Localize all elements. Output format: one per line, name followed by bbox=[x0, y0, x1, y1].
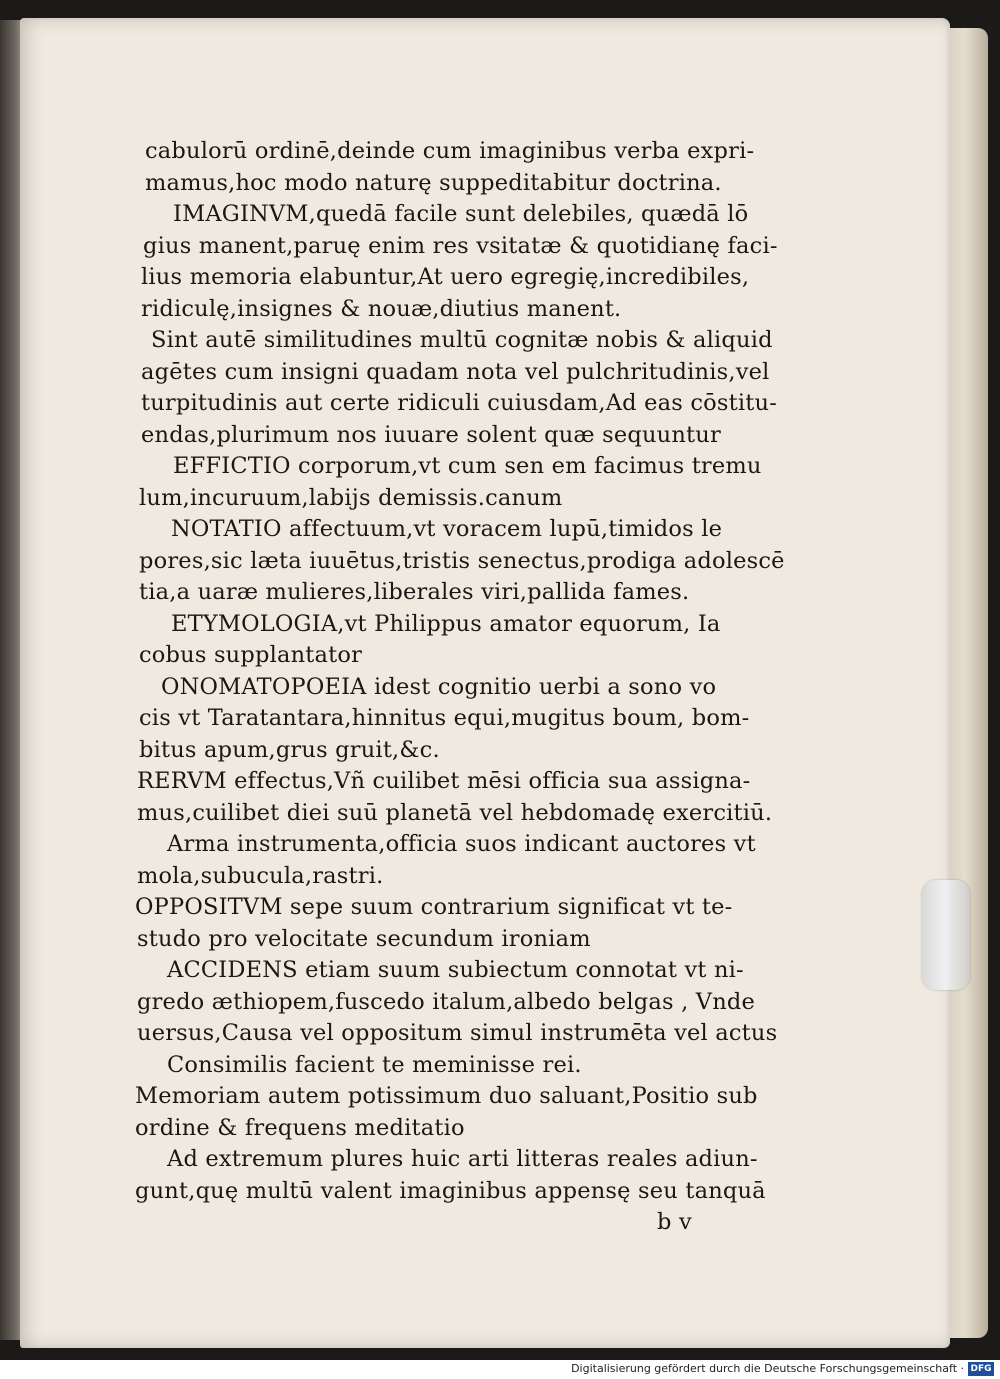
text-line: NOTATIO affectuum,vt voracem lupū,timidos le bbox=[171, 516, 723, 542]
text-line: ordine & frequens meditatio bbox=[135, 1114, 465, 1141]
footer-credit: Digitalisierung gefördert durch die Deutsche Forschungsgemeinschaft · bbox=[571, 1362, 964, 1375]
text-line: endas,plurimum nos iuuare solent quæ sequuntur bbox=[141, 421, 721, 448]
book-page bbox=[20, 18, 950, 1348]
text-line: cobus supplantator bbox=[139, 642, 363, 668]
text-line: lum,incuruum,labijs demissis.canum bbox=[139, 484, 563, 511]
signature-mark: b v bbox=[657, 1209, 692, 1235]
page-text bbox=[135, 136, 815, 1239]
text-line: studo pro velocitate secundum ironiam bbox=[137, 925, 591, 952]
text-line: gredo æthiopem,fuscedo italum,albedo belgas , Vnde bbox=[137, 988, 756, 1015]
text-line: gunt,quę multū valent imaginibus appensę seu tanquā bbox=[135, 1177, 766, 1204]
text-line: Sint autē similitudines multū cognitæ nobis & aliquid bbox=[151, 327, 773, 353]
text-line: IMAGINVM,quedā facile sunt delebiles, quædā lō bbox=[173, 201, 749, 227]
page-clip-tab bbox=[922, 880, 970, 990]
text-line: ONOMATOPOEIA idest cognitio uerbi a sono vo bbox=[161, 673, 717, 700]
footer-bar bbox=[0, 1360, 1000, 1379]
text-line: RERVM effectus,Vñ cuilibet mēsi officia sua assigna- bbox=[137, 768, 751, 794]
text-line: ETYMOLOGIA,vt Philippus amator equorum, Ia bbox=[171, 610, 721, 637]
text-line: Arma instrumenta,officia suos indicant auctores vt bbox=[167, 831, 756, 857]
text-line: mus,cuilibet diei suū planetā vel hebdomadę exercitiū. bbox=[137, 799, 773, 826]
text-line: turpitudinis aut certe ridiculi cuiusdam,Ad eas cōstitu- bbox=[141, 390, 778, 416]
text-line: Memoriam autem potissimum duo saluant,Positio sub bbox=[135, 1083, 758, 1109]
text-line: uersus,Causa vel oppositum simul instrumēta vel actus bbox=[137, 1020, 778, 1046]
text-line: cabulorū ordinē,deinde cum imaginibus verba expri- bbox=[145, 138, 755, 164]
text-line: gius manent,paruę enim res vsitatæ & quotidianę faci- bbox=[143, 232, 778, 259]
text-line: agētes cum insigni quadam nota vel pulchritudinis,vel bbox=[141, 358, 770, 385]
text-line: tia,a uaræ mulieres,liberales viri,pallida fames. bbox=[139, 579, 690, 605]
dfg-logo: DFG bbox=[968, 1362, 994, 1376]
text-line: Ad extremum plures huic arti litteras reales adiun- bbox=[167, 1146, 758, 1172]
text-line: mola,subucula,rastri. bbox=[137, 862, 384, 889]
text-line: ridiculę,insignes & nouæ,diutius manent. bbox=[141, 295, 622, 322]
text-line: OPPOSITVM sepe suum contrarium significat vt te- bbox=[135, 894, 733, 920]
text-line: EFFICTIO corporum,vt cum sen em facimus tremu bbox=[173, 453, 762, 479]
text-line: ACCIDENS etiam suum subiectum connotat vt ni- bbox=[167, 957, 744, 983]
text-line: mamus,hoc modo naturę suppeditabitur doctrina. bbox=[145, 169, 722, 196]
text-line: cis vt Taratantara,hinnitus equi,mugitus boum, bom- bbox=[139, 705, 750, 731]
text-line: bitus apum,grus gruit,&c. bbox=[139, 736, 440, 763]
text-line: pores,sic læta iuuētus,tristis senectus,prodiga adolescē bbox=[139, 547, 785, 574]
text-line: Consimilis facient te meminisse rei. bbox=[167, 1051, 582, 1078]
text-line: lius memoria elabuntur,At uero egregię,incredibiles, bbox=[141, 264, 750, 290]
